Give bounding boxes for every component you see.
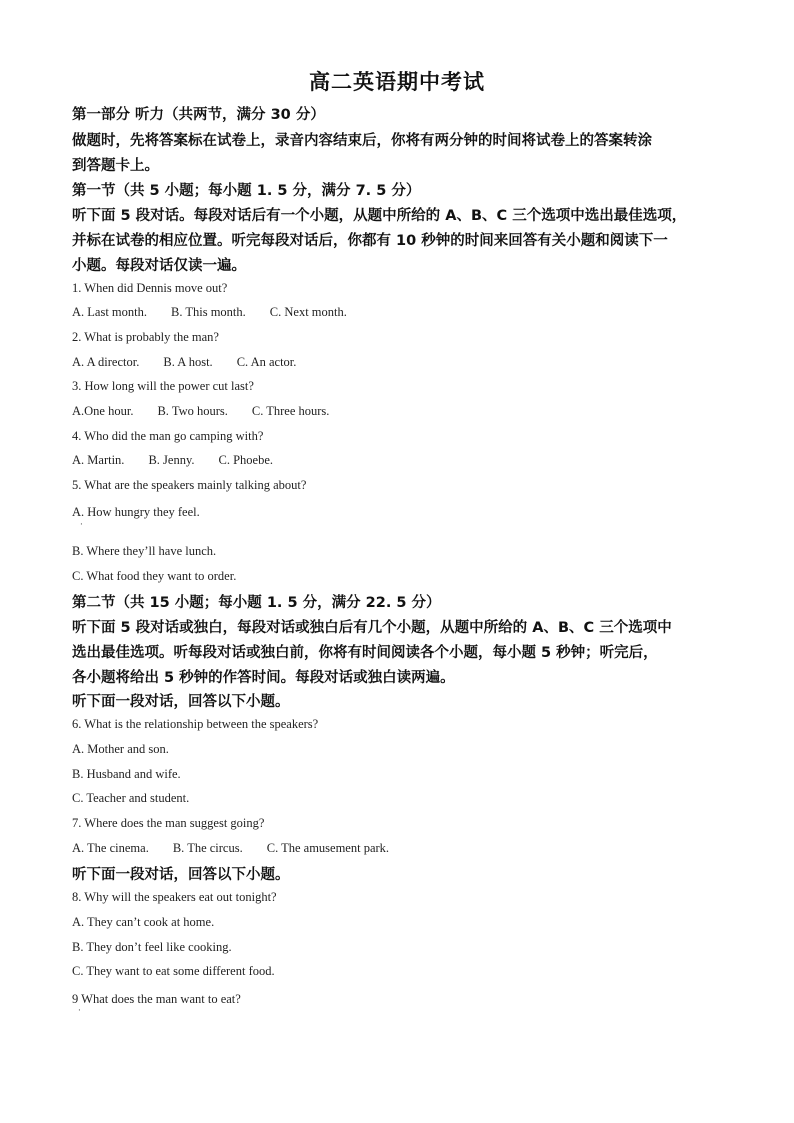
question-6-option-a: A. Mother and son.	[72, 742, 169, 756]
option-c: C. Phoebe.	[218, 453, 274, 467]
section1-instruction-line3: 小题。每段对话仅读一遍。	[72, 258, 246, 274]
question-2: 2. What is probably the man?	[72, 330, 219, 344]
question-8-option-b: B. They don’t feel like cooking.	[72, 940, 232, 954]
section1-instruction-line1: 听下面 5 段对话。每段对话后有一个小题，从题中所给的 A、B、C 三个选项中选出最佳选项，	[72, 208, 687, 224]
question-7-options	[72, 841, 389, 856]
artifact-dot: ·	[78, 1006, 81, 1016]
part1-heading: 第一部分 听力（共两节，满分 30 分）	[72, 107, 325, 123]
section2-instruction-line3: 各小题将给出 5 秒钟的作答时间。每段对话或独白读两遍。	[72, 670, 455, 686]
option-a: A. The cinema.	[72, 841, 149, 855]
part1-instruction-line2: 到答题卡上。	[72, 158, 159, 174]
artifact-dot: ·	[80, 520, 83, 530]
page-title: 高二英语期中考试	[309, 69, 485, 94]
section1-instruction-line2: 并标在试卷的相应位置。听完每段对话后，你都有 10 秒钟的时间来回答有关小题和阅读下一	[72, 233, 668, 249]
section2-heading: 第二节（共 15 小题；每小题 1. 5 分，满分 22. 5 分）	[72, 595, 441, 611]
option-c: C. Three hours.	[251, 404, 330, 418]
question-5-option-a: A. How hungry they feel.	[72, 505, 200, 519]
question-6-option-c: C. Teacher and student.	[72, 791, 190, 805]
question-7: 7. Where does the man suggest going?	[72, 816, 265, 830]
section1-heading: 第一节（共 5 小题；每小题 1. 5 分，满分 7. 5 分）	[72, 183, 421, 199]
option-a: A. Martin.	[72, 453, 125, 467]
question-1: 1. When did Dennis move out?	[72, 281, 228, 295]
option-c: C. Next month.	[269, 305, 347, 319]
option-b: B. Jenny.	[148, 453, 195, 467]
question-2-options	[72, 355, 296, 370]
question-8: 8. Why will the speakers eat out tonight?	[72, 890, 277, 904]
dialog-intro-7: 听下面一段对话，回答以下小题。	[72, 867, 290, 883]
question-3-options	[72, 404, 329, 419]
question-5: 5. What are the speakers mainly talking about?	[72, 478, 307, 492]
question-8-option-c: C. They want to eat some different food.	[72, 964, 275, 978]
question-6-option-b: B. Husband and wife.	[72, 767, 181, 781]
question-4: 4. Who did the man go camping with?	[72, 429, 264, 443]
section2-instruction-line2: 选出最佳选项。听每段对话或独白前，你将有时间阅读各个小题，每小题 5 秒钟；听完后，	[72, 645, 658, 661]
option-b: B. Two hours.	[157, 404, 228, 418]
part1-instruction-line1: 做题时，先将答案标在试卷上，录音内容结束后，你将有两分钟的时间将试卷上的答案转涂	[72, 133, 652, 149]
question-4-options	[72, 453, 273, 468]
option-b: B. This month.	[171, 305, 246, 319]
option-a: A. Last month.	[72, 305, 147, 319]
dialog-intro-6: 听下面一段对话，回答以下小题。	[72, 694, 290, 710]
question-1-options	[72, 305, 347, 320]
option-b: B. A host.	[163, 355, 213, 369]
option-c: C. The amusement park.	[266, 841, 390, 855]
question-5-option-c: C. What food they want to order.	[72, 569, 237, 583]
question-9: 9 What does the man want to eat?	[72, 992, 241, 1006]
option-c: C. An actor.	[236, 355, 297, 369]
option-a: A.One hour.	[72, 404, 134, 418]
question-6: 6. What is the relationship between the speakers?	[72, 717, 319, 731]
question-8-option-a: A. They can’t cook at home.	[72, 915, 215, 929]
option-a: A. A director.	[72, 355, 140, 369]
section2-instruction-line1: 听下面 5 段对话或独白，每段对话或独白后有几个小题，从题中所给的 A、B、C 三个选项中	[72, 620, 672, 636]
question-3: 3. How long will the power cut last?	[72, 379, 254, 393]
question-5-option-b: B. Where they’ll have lunch.	[72, 544, 217, 558]
option-b: B. The circus.	[172, 841, 243, 855]
